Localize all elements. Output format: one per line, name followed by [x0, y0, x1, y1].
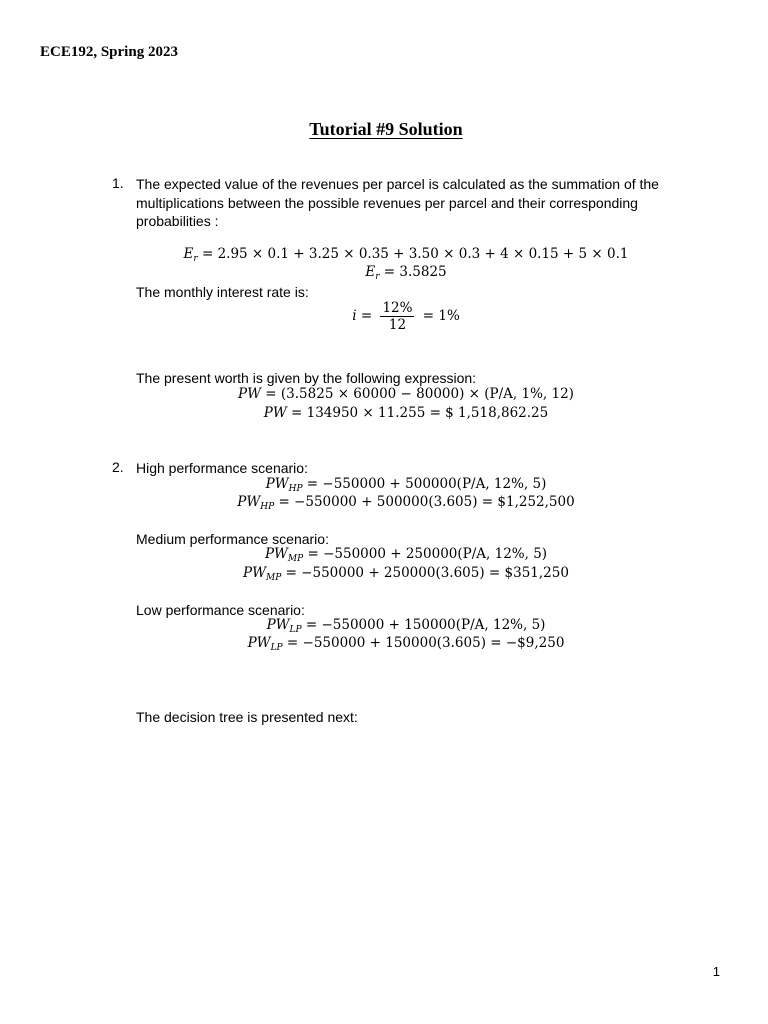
medium-scenario-result: [0, 565, 768, 583]
i-lhs: i: [352, 308, 357, 324]
question-1-intro: The expected value of the revenues per parcel is calculated as the summation of the multiplications between the possible revenues per parcel and their corresponding probabilities :: [136, 176, 659, 229]
course-header: ECE192, Spring 2023: [40, 44, 178, 60]
pw-hp-sub: HP: [288, 484, 303, 494]
pw-mp-label: PW: [264, 546, 288, 562]
pw-mp-label-2: PW: [243, 565, 266, 581]
decision-tree-text: The decision tree is presented next:: [136, 709, 358, 725]
high-eq1: = −550000 + 500000(P/A, 12%, 5): [302, 476, 547, 492]
er-lhs: E: [183, 246, 194, 262]
document-title-text: Tutorial #9 Solution: [309, 119, 463, 139]
high-scenario-text: High performance scenario:: [136, 460, 308, 476]
medium-scenario-text: Medium performance scenario:: [136, 531, 329, 547]
low-scenario-text: Low performance scenario:: [136, 602, 305, 618]
high-eq2: = −550000 + 500000(3.605) = $1,252,500: [274, 494, 575, 510]
expected-value-result: [0, 264, 768, 282]
pw-mp-sub: MP: [287, 554, 304, 564]
pw-eq1: = (3.5825 × 60000 − 80000) × (P/A, 1%, 12): [261, 386, 574, 402]
present-worth-result: [0, 405, 768, 421]
pw-lp-label: PW: [266, 617, 290, 633]
expected-value-equation: [0, 246, 768, 264]
fraction-numerator: 12%: [382, 300, 413, 316]
question-2-number: 2.: [112, 459, 124, 475]
medium-eq2: = −550000 + 250000(3.605) = $351,250: [281, 565, 569, 581]
interest-rate-equation: [0, 300, 768, 333]
low-scenario-equation: [0, 617, 768, 635]
medium-scenario-equation: [0, 546, 768, 564]
pw-hp-sub-2: HP: [260, 502, 275, 512]
page-number: 1: [712, 964, 720, 979]
high-scenario-result: [0, 494, 768, 512]
present-worth-equation: [0, 386, 768, 402]
i-eq: =: [356, 308, 377, 324]
pw-mp-sub-2: MP: [266, 573, 282, 583]
pw-hp-label-2: PW: [237, 494, 261, 510]
pw-label-2: PW: [263, 405, 287, 421]
er-result: = 3.5825: [379, 264, 447, 280]
pw-lp-sub-2: LP: [270, 643, 283, 653]
er-sub-2: r: [375, 272, 380, 282]
pw-eq2: = 134950 × 11.255 = $ 1,518,862.25: [286, 405, 549, 421]
high-scenario-equation: [0, 476, 768, 494]
question-1-number: 1.: [112, 175, 124, 191]
present-worth-text: The present worth is given by the following expression:: [136, 370, 477, 386]
i-result: = 1%: [418, 308, 460, 324]
er-sub: r: [193, 254, 198, 264]
er-rhs: = 2.95 × 0.1 + 3.25 × 0.35 + 3.50 × 0.3 + 4 × 0.15 + 5 × 0.1: [197, 246, 629, 262]
pw-hp-label: PW: [265, 476, 289, 492]
pw-lp-label-2: PW: [247, 635, 271, 651]
fraction-denominator: 12: [388, 317, 407, 333]
interest-rate-text: The monthly interest rate is:: [136, 284, 309, 300]
er-lhs-2: E: [365, 264, 376, 280]
pw-label: PW: [238, 386, 262, 402]
document-title: [0, 119, 768, 140]
interest-fraction: [380, 300, 414, 333]
pw-lp-sub: LP: [289, 625, 302, 635]
low-scenario-result: [0, 635, 768, 653]
low-eq2: = −550000 + 150000(3.605) = −$9,250: [282, 635, 565, 651]
medium-eq1: = −550000 + 250000(P/A, 12%, 5): [303, 546, 548, 562]
low-eq1: = −550000 + 150000(P/A, 12%, 5): [301, 617, 546, 633]
